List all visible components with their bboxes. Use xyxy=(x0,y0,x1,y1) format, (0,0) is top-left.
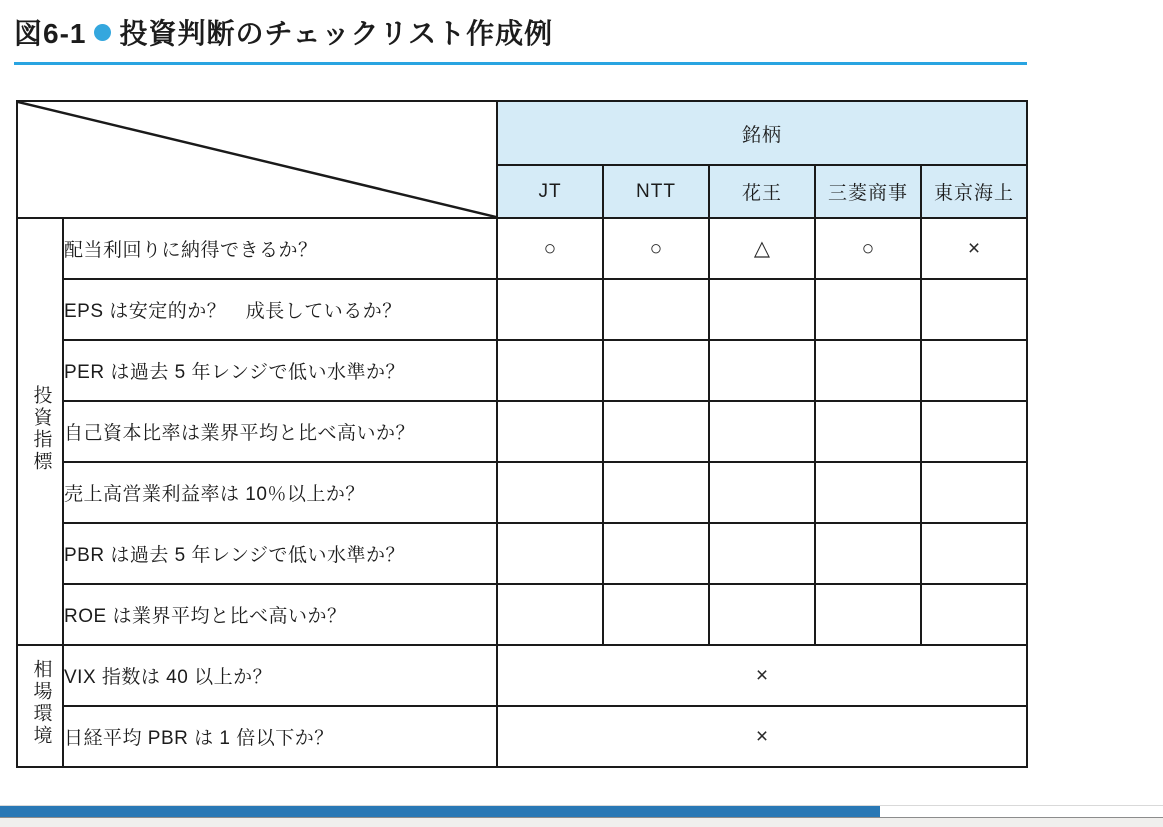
mark-cell: × xyxy=(921,218,1027,279)
question-nikkei-pbr: 日経平均 PBR は 1 倍以下か？ xyxy=(63,706,497,767)
mark-cell xyxy=(921,340,1027,401)
bullet-icon xyxy=(94,24,111,41)
mark-cell xyxy=(815,523,921,584)
table-row xyxy=(17,218,1027,279)
mark-cell xyxy=(497,401,603,462)
checklist-table xyxy=(16,100,1028,768)
column-header-kao: 花王 xyxy=(709,165,815,218)
reading-progress-bar[interactable] xyxy=(0,806,880,817)
figure-label: 図6-1 xyxy=(14,18,87,49)
column-header-tokiomarine: 東京海上 xyxy=(921,165,1027,218)
mark-cell xyxy=(709,401,815,462)
figure-title-text: 投資判断のチェックリスト作成例 xyxy=(119,18,554,49)
column-header-jt: JT xyxy=(497,165,603,218)
mark-cell xyxy=(497,584,603,645)
mark-cell: △ xyxy=(709,218,815,279)
question-vix: VIX 指数は 40 以上か？ xyxy=(63,645,497,706)
column-header-ntt: NTT xyxy=(603,165,709,218)
mark-cell xyxy=(921,523,1027,584)
table-row xyxy=(17,645,1027,706)
mark-cell xyxy=(815,462,921,523)
table-row xyxy=(17,706,1027,767)
table-row xyxy=(17,584,1027,645)
mark-cell xyxy=(603,401,709,462)
title-underline xyxy=(14,62,1027,65)
mark-cell xyxy=(815,279,921,340)
table-row xyxy=(17,462,1027,523)
mark-cell xyxy=(709,340,815,401)
mark-cell xyxy=(603,523,709,584)
figure-title xyxy=(14,12,553,52)
footer-strip xyxy=(0,818,1163,827)
mark-cell xyxy=(921,462,1027,523)
column-header-mitsubishi: 三菱商事 xyxy=(815,165,921,218)
mark-cell xyxy=(815,401,921,462)
corner-diagonal-cell xyxy=(17,101,497,218)
mark-cell xyxy=(497,462,603,523)
question-dividend-yield: 配当利回りに納得できるか？ xyxy=(63,218,497,279)
category-market-environment xyxy=(17,645,63,767)
mark-cell xyxy=(709,523,815,584)
mark-cell xyxy=(921,401,1027,462)
mark-cell xyxy=(603,279,709,340)
diagonal-line xyxy=(18,102,496,217)
mark-cell xyxy=(497,523,603,584)
mark-cell xyxy=(709,462,815,523)
mark-cell xyxy=(603,340,709,401)
mark-cell: ○ xyxy=(497,218,603,279)
merged-mark-cell: × xyxy=(497,645,1027,706)
mark-cell xyxy=(603,584,709,645)
category-investment-indicators xyxy=(17,218,63,645)
mark-cell xyxy=(815,340,921,401)
question-operating-margin: 売上高営業利益率は 10％以上か？ xyxy=(63,462,497,523)
mark-cell xyxy=(497,340,603,401)
mark-cell xyxy=(709,584,815,645)
mark-cell xyxy=(815,584,921,645)
question-eps: EPS は安定的か？ 成長しているか？ xyxy=(63,279,497,340)
question-equity-ratio: 自己資本比率は業界平均と比べ高いか？ xyxy=(63,401,497,462)
table-row xyxy=(17,279,1027,340)
mark-cell xyxy=(709,279,815,340)
mark-cell: ○ xyxy=(815,218,921,279)
mark-cell: ○ xyxy=(603,218,709,279)
category-label: 相場環境 xyxy=(30,659,52,747)
table-row xyxy=(17,401,1027,462)
reading-progress-track[interactable] xyxy=(0,805,1163,817)
question-pbr: PBR は過去 5 年レンジで低い水準か？ xyxy=(63,523,497,584)
mark-cell xyxy=(603,462,709,523)
mark-cell xyxy=(921,279,1027,340)
question-roe: ROE は業界平均と比べ高いか？ xyxy=(63,584,497,645)
table-row xyxy=(17,340,1027,401)
header-group-label: 銘柄 xyxy=(497,101,1027,165)
merged-mark-cell: × xyxy=(497,706,1027,767)
mark-cell xyxy=(497,279,603,340)
question-per: PER は過去 5 年レンジで低い水準か？ xyxy=(63,340,497,401)
category-label: 投資指標 xyxy=(30,384,52,473)
table-row xyxy=(17,523,1027,584)
mark-cell xyxy=(921,584,1027,645)
